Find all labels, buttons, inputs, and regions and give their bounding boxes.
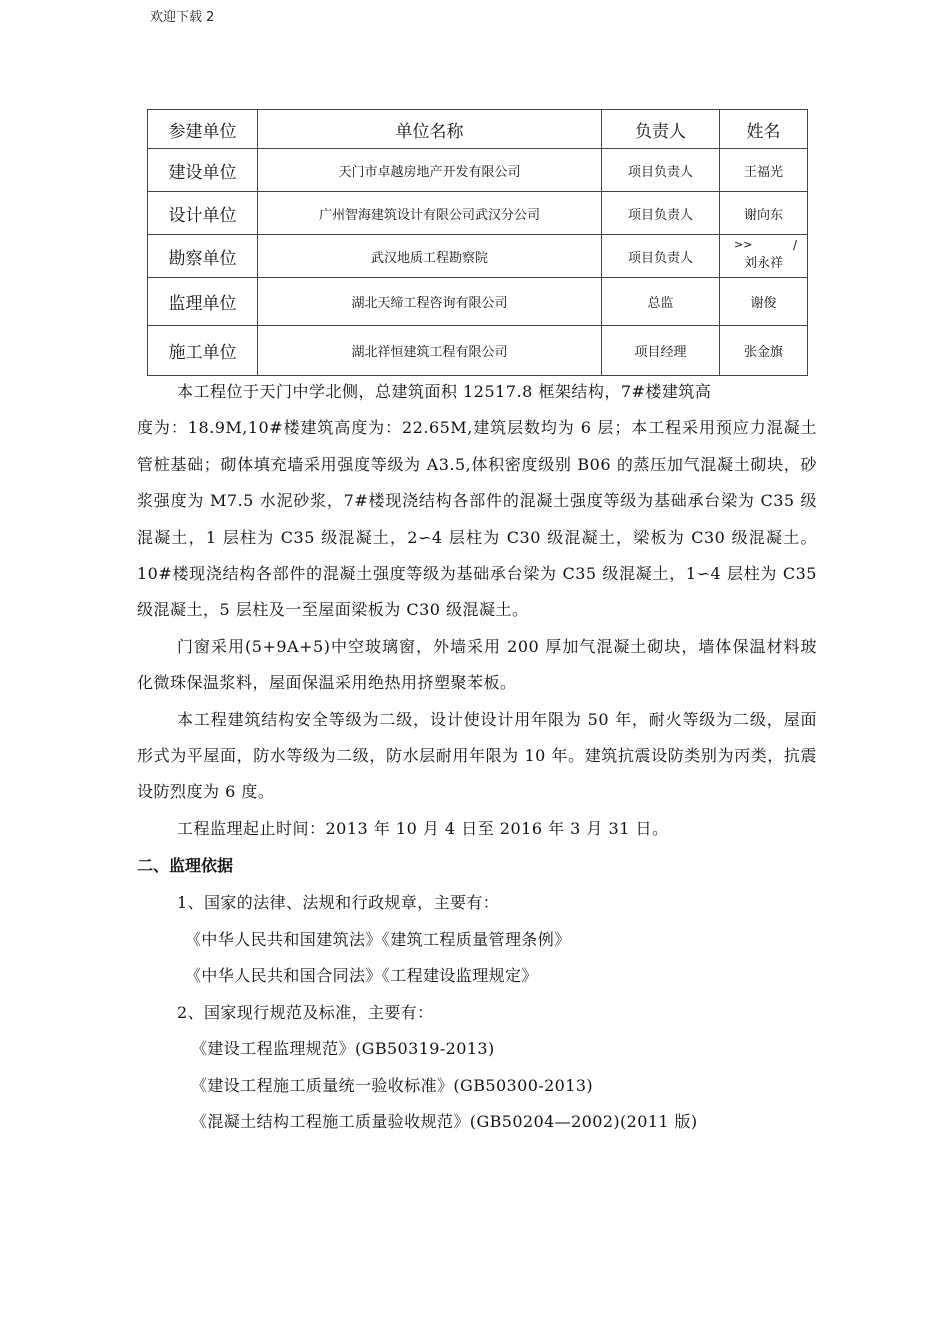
paragraph-project-structure: 度为：18.9M,10#楼建筑高度为：22.65M,建筑层数均为 6 层；本工程采用预应力混凝土管桩基础；砌体填充墙采用强度等级为 A3.5,体积密度级别 B06 的蒸压加气混凝土砌块，砂浆强度为 M7.5 水泥砂浆，7#楼现浇结构各部件的混凝土强度等级为基础承台梁为 C35 级混凝土，1 层柱为 C35 级混凝土，2∽4 层柱为 C30 级混凝土，梁板为 C30 级混凝土。10#楼现浇结构各部件的混凝土强度等级为基础承台梁为 C35 级混凝土，1∽4 层柱为 C35 级混凝土，5 层柱及一至屋面梁板为 C30 级混凝土。 [137, 418, 817, 620]
page-header-note: 欢迎下载 2 [150, 10, 215, 25]
cell-person: 谢向东 [720, 192, 808, 235]
participating-units-table [147, 109, 808, 376]
col-header-responsible: 负责人 [602, 110, 720, 149]
col-header-name: 姓名 [720, 110, 808, 149]
cell-unit-name: 广州智海建筑设计有限公司武汉分公司 [258, 192, 602, 235]
table-row [148, 235, 808, 278]
list-item-standard-2: 《建设工程施工质量统一验收标准》(GB50300-2013) [191, 1075, 594, 1095]
table-header-row [148, 110, 808, 149]
paragraph-windows-walls: 门窗采用(5+9A+5)中空玻璃窗，外墙采用 200 厚加气混凝土砌块，墙体保温材料玻化微珠保温浆料，屋面保温采用绝热用挤塑聚苯板。 [137, 636, 817, 693]
cell-role: 建设单位 [148, 149, 258, 192]
cell-title: 项目负责人 [602, 235, 720, 278]
cell-unit-name: 武汉地质工程勘察院 [258, 235, 602, 278]
cell-unit-name: 天门市卓越房地产开发有限公司 [258, 149, 602, 192]
cell-title: 总监 [602, 278, 720, 326]
cell-unit-name: 湖北天缔工程咨询有限公司 [258, 278, 602, 326]
table-row [148, 192, 808, 235]
cell-person-signature [720, 235, 808, 278]
col-header-role: 参建单位 [148, 110, 258, 149]
cell-person: 王福光 [720, 149, 808, 192]
list-item-standards: 2、国家现行规范及标准，主要有： [177, 1002, 434, 1022]
list-item-laws: 1、国家的法律、法规和行政规章，主要有： [177, 893, 500, 913]
list-item-laws-line1: 《中华人民共和国建筑法》《建筑工程质量管理条例》 [185, 929, 571, 949]
paragraph-project-location: 本工程位于天门中学北侧，总建筑面积 12517.8 框架结构，7#楼建筑高 [177, 382, 712, 401]
cell-title: 项目负责人 [602, 192, 720, 235]
table-row [148, 326, 808, 376]
cell-title: 项目经理 [602, 326, 720, 376]
signature-name: 刘永祥 [743, 255, 783, 271]
signature-mark [733, 237, 797, 271]
paragraph-supervision-period: 工程监理起止时间：2013 年 10 月 4 日至 2016 年 3 月 31 日。 [177, 818, 669, 838]
cell-unit-name: 湖北祥恒建筑工程有限公司 [258, 326, 602, 376]
list-item-standard-1: 《建设工程监理规范》(GB50319-2013) [191, 1039, 495, 1059]
cell-role: 监理单位 [148, 278, 258, 326]
paragraph-safety-grade: 本工程建筑结构安全等级为二级，设计使设计用年限为 50 年，耐火等级为二级，屋面形式为平屋面，防水等级为二级，防水层耐用年限为 10 年。建筑抗震设防类别为丙类，抗震设防烈度为 6 度。 [137, 709, 817, 802]
table-row [148, 278, 808, 326]
list-item-laws-line2: 《中华人民共和国合同法》《工程建设监理规定》 [185, 966, 538, 986]
list-item-standard-3: 《混凝土结构工程施工质量验收规范》(GB50204—2002)(2011 版) [191, 1112, 698, 1132]
cell-role: 勘察单位 [148, 235, 258, 278]
signature-scrawl-left: >> [733, 237, 753, 251]
cell-person: 张金旗 [720, 326, 808, 376]
document-body [137, 374, 817, 1141]
cell-person: 谢俊 [720, 278, 808, 326]
cell-title: 项目负责人 [602, 149, 720, 192]
signature-scrawl-right: / [792, 237, 797, 252]
section-heading-supervision-basis: 二、监理依据 [137, 856, 234, 876]
cell-role: 施工单位 [148, 326, 258, 376]
table-row [148, 149, 808, 192]
cell-role: 设计单位 [148, 192, 258, 235]
col-header-unit-name: 单位名称 [258, 110, 602, 149]
